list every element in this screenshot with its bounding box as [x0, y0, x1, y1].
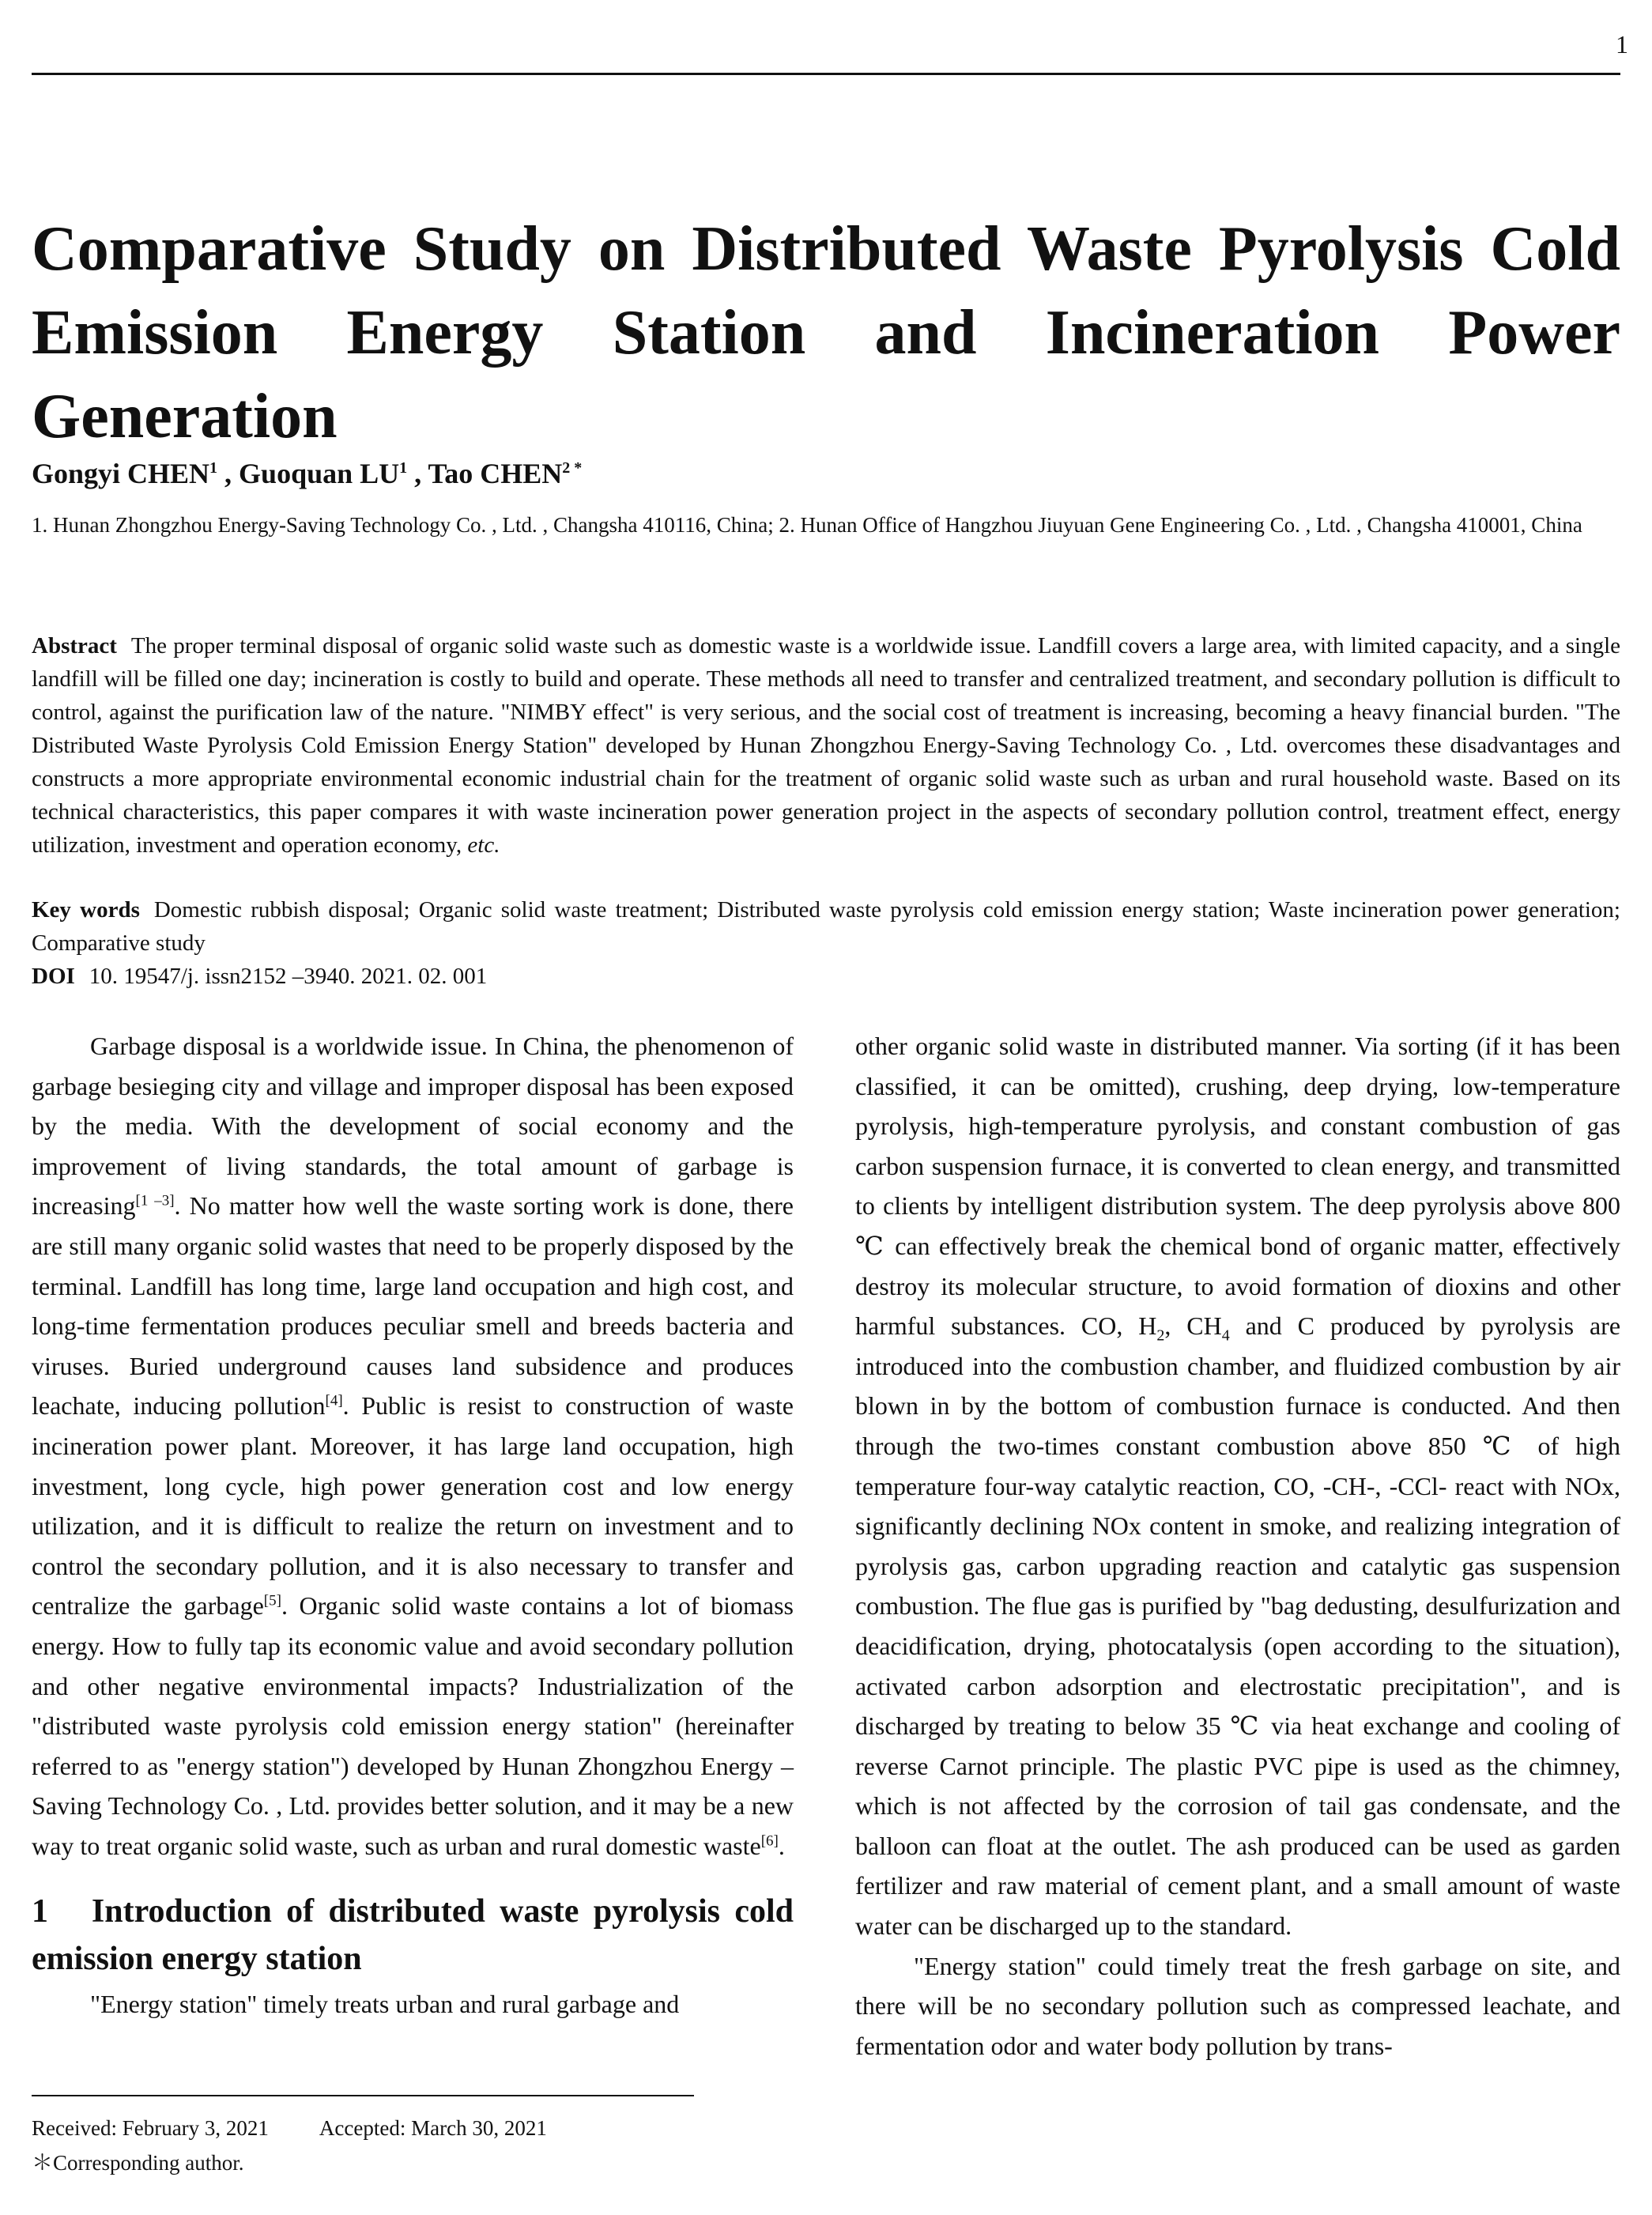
- footnote-dates: [32, 2111, 547, 2145]
- author-list: [32, 457, 582, 490]
- paragraph-text: , CH: [1164, 1311, 1222, 1341]
- citation-ref: [1 –3]: [135, 1192, 175, 1209]
- body-paragraph: [32, 1026, 794, 1866]
- page-number: 1: [1616, 30, 1628, 58]
- keywords: [32, 893, 1620, 960]
- abstract-label: Abstract: [32, 633, 117, 658]
- abstract-text: The proper terminal disposal of organic solid waste such as domestic waste is a worldwide issue. Landfill covers a large area, with limited capacity, and a single landfill will be filled one day; incineration is costly to build and operate. These methods all need to transfer and centralized treatment, and secondary pollution is difficult to control, against the purification law of the nature. "NIMBY effect" is very serious, and the social cost of treatment is increasing, becoming a heavy financial burden. "The Distributed Waste Pyrolysis Cold Emission Energy Station" developed by Hunan Zhongzhou Energy-Saving Technology Co. , Ltd. overcomes these disadvantages and constructs a more appropriate environmental economic industrial chain for the treatment of organic solid waste such as urban and rural household waste. Based on its technical characteristics, this paper compares it with waste incineration power generation project in the aspects of secondary pollution control, treatment effect, energy utilization, investment and operation economy,: [32, 633, 1620, 858]
- body-paragraph: "Energy station" could timely treat the fresh garbage on site, and there will be no secondary pollution such as compressed leachate, and fermentation odor and water body pollution by trans-: [855, 1951, 1620, 2060]
- citation-ref: [5]: [263, 1592, 281, 1609]
- abstract: [32, 629, 1620, 862]
- doi-label: DOI: [32, 964, 75, 989]
- header-rule: [32, 73, 1620, 75]
- citation-ref: [4]: [325, 1392, 343, 1409]
- abstract-etc: etc.: [467, 832, 500, 858]
- keywords-text: Domestic rubbish disposal; Organic solid waste treatment; Distributed waste pyrolysis cold emission energy station; Waste incineration power generation; Comparative study: [32, 897, 1620, 956]
- footnote-rule: [32, 2095, 694, 2096]
- paragraph-text: and C produced by pyrolysis are introduced into the combustion chamber, and fluidized combustion by air blown in by the bottom of combustion furnace is conducted. And then through the two-times constant combustion above 850 ℃ of high temperature four-way catalytic reaction, CO, -CH-, -CCl- react with NOx, significantly declining NOx content in smoke, and realizing integration of pyrolysis gas, carbon upgrading reaction and catalytic gas suspension combustion. The flue gas is purified by "bag dedusting, desulfurization and deacidification, drying, photocatalysis (open according to the situation), activated carbon adsorption and electrostatic precipitation", and is discharged by treating to below 35 ℃ via heat exchange and cooling of reverse Carnot principle. The plastic PVC pipe is used as the chimney, which is not affected by the corrosion of tail gas condensate, and the balloon can float at the outlet. The ash produced can be used as garden fertilizer and raw material of cement plant, and a small amount of waste water can be discharged up to the standard.: [855, 1311, 1621, 1941]
- corresponding-author-note: ＊Corresponding author.: [32, 2151, 244, 2175]
- author-separator: ,: [217, 458, 240, 489]
- author-affiliation-mark: 1: [209, 459, 218, 477]
- paragraph-text: . Public is resist to construction of waste incineration power plant. Moreover, it has large land occupation, high investment, long cycle, high power generation cost and low energy utilization, and it is difficult to realize the return on investment and to control the secondary pollution, and it is also necessary to transfer and centralize the garbage: [32, 1391, 794, 1621]
- left-column: [32, 1026, 802, 2024]
- author-name: Guoquan LU: [239, 458, 400, 489]
- keywords-label: Key words: [32, 897, 140, 923]
- author-affiliation-mark: 1: [399, 459, 408, 477]
- doi: [32, 960, 487, 993]
- affiliations: 1. Hunan Zhongzhou Energy-Saving Technology Co. , Ltd. , Changsha 410116, China; 2. Hunan Office of Hangzhou Jiuyuan Gene Engineering Co. , Ltd. , Changsha 410001, China: [32, 513, 1582, 537]
- author-affiliation-mark: 2 *: [562, 459, 583, 477]
- paragraph-text: . Organic solid waste contains a lot of biomass energy. How to fully tap its economic value and avoid secondary pollution and other negative environmental impacts? Industrialization of the "distributed waste pyrolysis cold emission energy station" (hereinafter referred to as "energy station") developed by Hunan Zhongzhou Energy –Saving Technology Co. , Ltd. provides better solution, and it may be a new way to treat organic solid waste, such as urban and rural domestic waste: [32, 1591, 794, 1860]
- doi-text: 10. 19547/j. issn2152 –3940. 2021. 02. 001: [89, 964, 488, 989]
- right-column: [855, 1026, 1620, 2066]
- accepted-date: Accepted: March 30, 2021: [319, 2116, 547, 2140]
- author-name: Gongyi CHEN: [32, 458, 210, 489]
- subscript: 4: [1221, 1326, 1230, 1345]
- paragraph-text: . No matter how well the waste sorting work is done, there are still many organic solid wastes that need to be properly disposed by the terminal. Landfill has long time, large land occupation and high cost, and long-time fermentation produces peculiar smell and breeds bacteria and viruses. Buried underground causes land subsidence and produces leachate, inducing pollution: [32, 1191, 794, 1421]
- paragraph-text: .: [778, 1831, 785, 1860]
- paragraph-text: Garbage disposal is a worldwide issue. In China, the phenomenon of garbage besieging city and village and improper disposal has been exposed by the media. With the development of social economy and the improvement of living standards, the total amount of garbage is increasing: [32, 1032, 794, 1221]
- footnotes: [32, 2111, 547, 2180]
- author-separator: ,: [407, 458, 428, 489]
- citation-ref: [6]: [760, 1832, 779, 1850]
- author-name: Tao CHEN: [428, 458, 563, 489]
- body-paragraph: "Energy station" timely treats urban and rural garbage and: [90, 1990, 680, 2019]
- section-heading: 1 Introduction of distributed waste pyrolysis cold emission energy station: [32, 1893, 802, 1978]
- paragraph-text: other organic solid waste in distributed manner. Via sorting (if it has been classified, it can be omitted), crushing, deep drying, low-temperature pyrolysis, high-temperature pyrolysis, and constant combustion of gas carbon suspension furnace, it is converted to clean energy, and transmitted to clients by intelligent distribution system. The deep pyrolysis above 800 ℃ can effectively break the chemical bond of organic matter, effectively destroy its molecular structure, to avoid formation of dioxins and other harmful substances. CO, H: [855, 1032, 1620, 1341]
- subscript: 2: [1156, 1326, 1165, 1345]
- body-paragraph: [855, 1026, 1620, 1946]
- received-date: Received: February 3, 2021: [32, 2116, 269, 2140]
- paper-title: Comparative Study on Distributed Waste Pyrolysis Cold Emission Energy Station and Incineration Power Generation: [32, 214, 1620, 451]
